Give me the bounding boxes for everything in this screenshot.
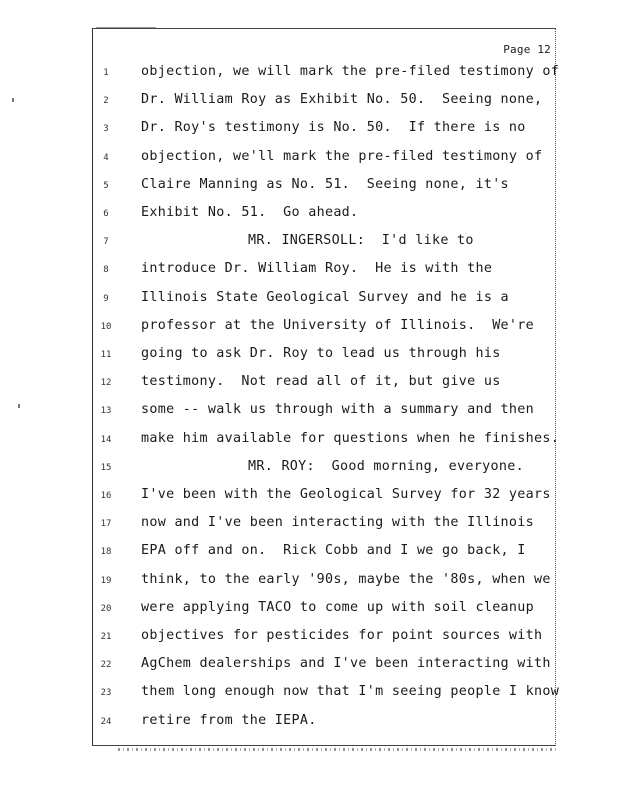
line-text: Exhibit No. 51. Go ahead. — [141, 205, 359, 220]
transcript-line — [93, 261, 555, 281]
transcript-line — [93, 149, 555, 169]
transcript-line — [93, 487, 555, 507]
line-text: objection, we'll mark the pre-filed testimony of — [141, 148, 543, 164]
line-text: professor at the University of Illinois. We're — [141, 317, 535, 333]
line-text: them long enough now that I'm seeing people I know — [141, 684, 560, 700]
line-text: AgChem dealerships and I've been interacting with — [141, 656, 551, 672]
transcript-line — [93, 177, 555, 197]
line-text: going to ask Dr. Roy to lead us through his — [141, 346, 501, 361]
line-number: 10 — [100, 321, 112, 332]
line-text: EPA off and on. Rick Cobb and I we go back, I — [141, 543, 526, 559]
line-text: objection, we will mark the pre-filed testimony of — [141, 64, 560, 79]
line-number: 11 — [100, 350, 112, 360]
line-text: Dr. Roy's testimony is No. 50. If there is no — [141, 120, 526, 136]
page-number: Page 12 — [503, 43, 551, 56]
line-number: 2 — [103, 96, 109, 107]
transcript-line — [93, 515, 555, 535]
line-text: retire from the IEPA. — [141, 712, 317, 728]
line-number: 6 — [103, 209, 109, 219]
footer-scan-strip — [118, 748, 556, 751]
line-text: make him available for questions when he finishes. — [141, 430, 560, 446]
line-text: Dr. William Roy as Exhibit No. 50. Seeing none, — [141, 92, 543, 108]
line-text: Illinois State Geological Survey and he is a — [141, 289, 509, 305]
transcript-line — [93, 656, 555, 676]
transcript-line — [93, 120, 555, 140]
line-text: Claire Manning as No. 51. Seeing none, it's — [141, 176, 509, 192]
line-text: objectives for pesticides for point sources with — [141, 628, 543, 643]
transcript-line — [93, 572, 555, 592]
line-text: were applying TACO to come up with soil cleanup — [141, 599, 535, 615]
line-number: 1 — [103, 68, 109, 78]
line-text: MR. INGERSOLL: I'd like to — [248, 233, 474, 249]
transcript-line — [93, 628, 555, 648]
line-text: introduce Dr. William Roy. He is with the — [141, 261, 493, 277]
line-number: 16 — [100, 491, 112, 501]
transcript-line — [93, 318, 555, 338]
transcript-line — [93, 459, 555, 479]
transcript-line — [93, 233, 555, 253]
line-number: 22 — [100, 660, 112, 671]
line-text: think, to the early '90s, maybe the '80s, when we — [141, 571, 551, 587]
transcript-line — [93, 346, 555, 366]
line-number: 5 — [103, 180, 109, 191]
line-text: some -- walk us through with a summary and then — [141, 402, 535, 418]
transcript-line — [93, 374, 555, 394]
transcript-line — [93, 600, 555, 620]
line-number: 15 — [100, 462, 112, 473]
line-number: 8 — [103, 265, 109, 276]
line-number: 3 — [103, 124, 109, 135]
line-number: 19 — [100, 575, 112, 586]
line-number: 7 — [103, 237, 109, 248]
line-number: 23 — [100, 688, 112, 699]
transcript-line — [93, 64, 560, 84]
line-text: MR. ROY: Good morning, everyone. — [248, 458, 524, 474]
transcript-line — [93, 92, 555, 112]
transcript-line — [93, 543, 555, 563]
line-text: testimony. Not read all of it, but give us — [141, 374, 501, 390]
line-number: 12 — [100, 378, 112, 389]
transcript-line — [93, 430, 560, 451]
line-number: 18 — [100, 547, 112, 558]
line-number: 20 — [100, 603, 112, 614]
transcript-line — [93, 205, 555, 225]
scan-artifact-mark — [18, 404, 20, 408]
line-text: now and I've been interacting with the Illinois — [141, 515, 535, 531]
line-number: 17 — [100, 519, 112, 530]
line-number: 9 — [103, 293, 109, 304]
line-number: 21 — [100, 632, 112, 642]
transcript-page — [92, 28, 560, 746]
scan-artifact-mark — [12, 98, 14, 102]
transcript-line — [93, 713, 555, 733]
transcript-line — [93, 402, 555, 422]
line-number: 14 — [100, 434, 112, 445]
line-text: I've been with the Geological Survey for 32 years — [141, 487, 551, 502]
line-number: 13 — [100, 406, 112, 417]
line-number: 4 — [103, 152, 109, 163]
transcript-line — [93, 684, 560, 704]
line-number: 24 — [100, 716, 112, 727]
transcript-line — [93, 290, 555, 310]
